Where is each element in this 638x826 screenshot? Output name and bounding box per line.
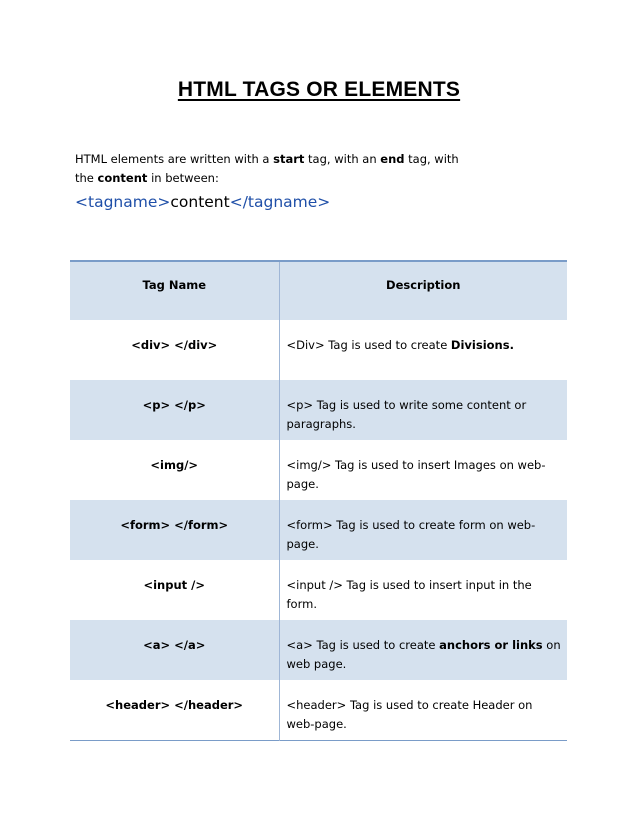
intro-text: tag, with <box>404 152 459 166</box>
tag-name-cell: <div> </div> <box>131 338 218 352</box>
description-cell: <p> Tag is used to write some content or paragraphs. <box>286 398 527 431</box>
intro-text: the <box>75 171 98 185</box>
page-title: HTML TAGS OR ELEMENTS <box>177 78 461 101</box>
table-row <box>70 380 567 440</box>
syntax-close-tag: </tagname> <box>229 193 331 211</box>
description-cell: <input /> Tag is used to insert input in the form. <box>286 578 532 611</box>
tag-name-cell: <img/> <box>150 458 199 472</box>
tag-name-cell: <header> </header> <box>105 698 244 712</box>
table-header-row <box>70 261 567 320</box>
intro-end-word: end <box>380 152 405 166</box>
header-description: Description <box>279 261 567 320</box>
table-row <box>70 560 567 620</box>
intro-paragraph <box>75 150 535 188</box>
intro-text: in between: <box>147 171 219 185</box>
intro-start-word: start <box>273 152 305 166</box>
description-cell: <Div> Tag is used to create Divisions. <box>286 338 514 352</box>
table-row <box>70 320 567 380</box>
syntax-open-tag: <tagname> <box>75 193 171 211</box>
tag-name-cell: <p> </p> <box>142 398 206 412</box>
intro-text: HTML elements are written with a <box>75 152 274 166</box>
tags-table <box>70 260 567 741</box>
syntax-example <box>75 193 330 211</box>
tag-name-cell: <a> </a> <box>143 638 206 652</box>
header-tag-name: Tag Name <box>70 261 279 320</box>
table-row <box>70 680 567 741</box>
intro-content-word: content <box>97 171 148 185</box>
syntax-content: content <box>170 193 230 211</box>
description-cell: <img/> Tag is used to insert Images on web-page. <box>286 458 546 491</box>
table-row <box>70 620 567 680</box>
table-row <box>70 440 567 500</box>
description-cell: <form> Tag is used to create form on web-page. <box>286 518 536 551</box>
tag-name-cell: <form> </form> <box>120 518 229 532</box>
table-row <box>70 500 567 560</box>
description-cell: <header> Tag is used to create Header on web-page. <box>286 698 533 731</box>
description-cell: <a> Tag is used to create anchors or links on web page. <box>286 638 561 671</box>
tag-name-cell: <input /> <box>143 578 206 592</box>
intro-text: tag, with an <box>304 152 381 166</box>
